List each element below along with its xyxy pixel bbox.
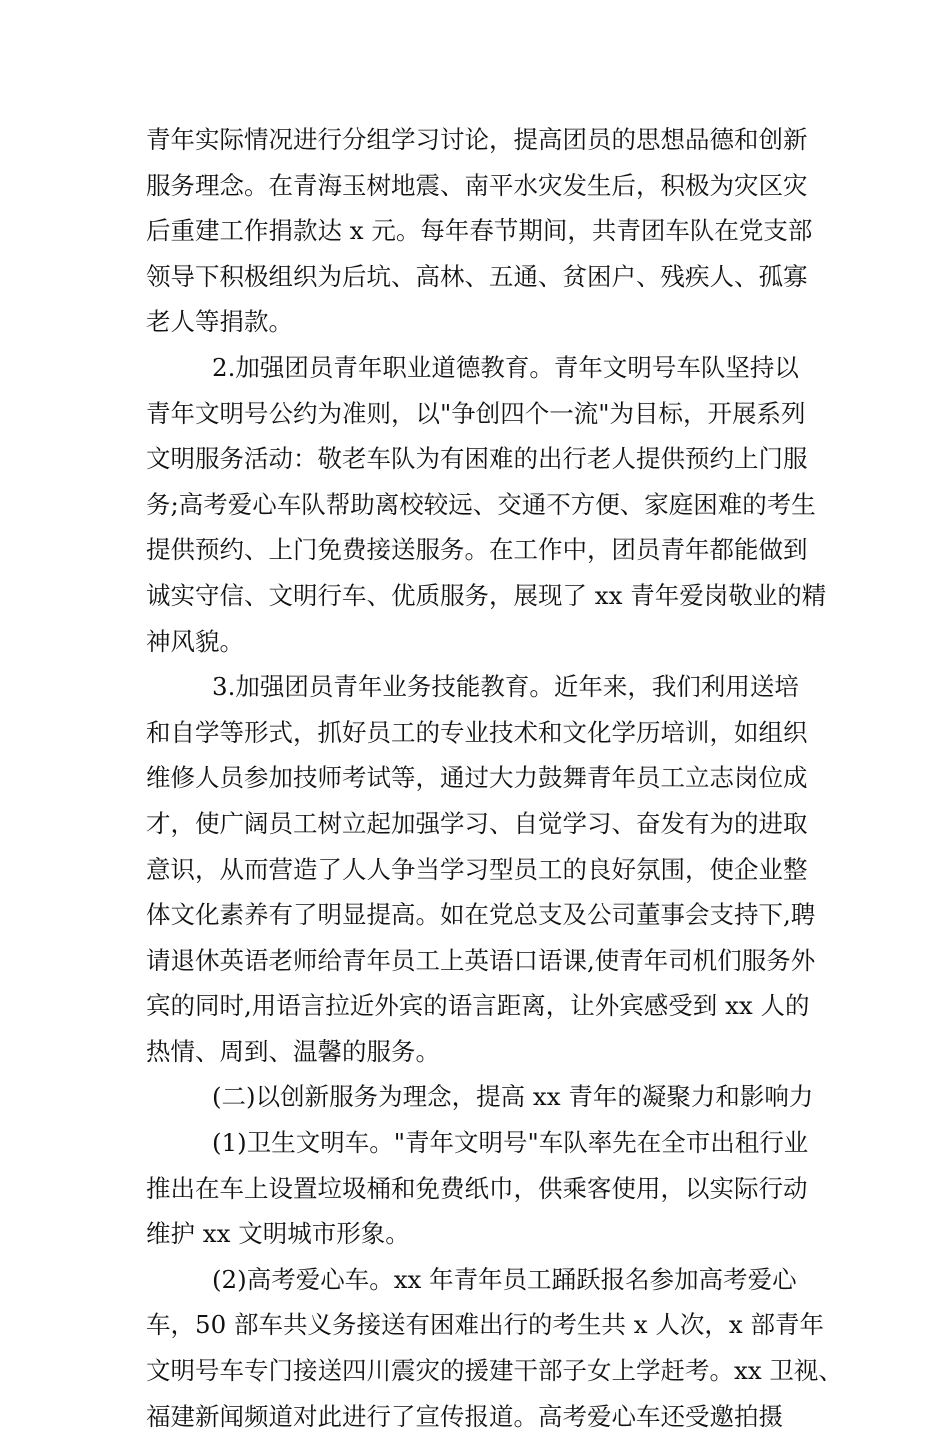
paragraph-3-skills-education — [146, 664, 816, 1074]
text-line: 3.加强团员青年业务技能教育。近年来，我们利用送培 — [212, 672, 799, 702]
text-line: 维护 xx 文明城市形象。 — [146, 1219, 410, 1249]
text-line: 车，50 部车共义务接送有困难出行的考生共 x 人次，x 部青年 — [146, 1310, 824, 1340]
text-line: 老人等捐款。 — [146, 307, 293, 337]
text-line: 领导下积极组织为后坑、高林、五通、贫困户、残疾人、孤寡 — [146, 261, 808, 291]
text-line: 意识，从而营造了人人争当学习型员工的良好氛围，使企业整 — [146, 854, 808, 884]
text-line: 福建新闻频道对此进行了宣传报道。高考爱心车还受邀拍摄 — [146, 1401, 783, 1431]
text-line: 体文化素养有了明显提高。如在党总支及公司董事会支持下,聘 — [146, 900, 816, 930]
text-line: 维修人员参加技师考试等，通过大力鼓舞青年员工立志岗位成 — [146, 763, 808, 793]
text-line: 2.加强团员青年职业道德教育。青年文明号车队坚持以 — [212, 352, 799, 382]
section-heading-innovation — [146, 1074, 814, 1120]
text-line: 热情、周到、温馨的服务。 — [146, 1036, 440, 1066]
text-line: 才，使广阔员工树立起加强学习、自觉学习、奋发有为的进取 — [146, 808, 808, 838]
paragraph-continued — [146, 117, 813, 345]
text-line: 后重建工作捐款达 x 元。每年春节期间，共青团车队在党支部 — [146, 216, 813, 246]
text-line: 神风貌。 — [146, 626, 244, 656]
paragraph-item-1-hygiene-car — [146, 1120, 809, 1257]
text-line: 青年文明号公约为准则，以"争创四个一流"为目标，开展系列 — [146, 398, 806, 428]
text-line: (2)高考爱心车。xx 年青年员工踊跃报名参加高考爱心 — [212, 1264, 797, 1294]
text-line: 文明服务活动：敬老车队为有困难的出行老人提供预约上门服 — [146, 444, 808, 474]
text-line: 宾的同时,用语言拉近外宾的语言距离，让外宾感受到 xx 人的 — [146, 991, 810, 1021]
text-line: 务;高考爱心车队帮助离校较远、交通不方便、家庭困难的考生 — [146, 489, 816, 519]
text-line: (1)卫生文明车。"青年文明号"车队率先在全市出租行业 — [212, 1128, 809, 1158]
paragraph-item-2-exam-car — [146, 1257, 843, 1439]
text-line: 青年实际情况进行分组学习讨论，提高团员的思想品德和创新 — [146, 125, 808, 154]
document-body — [146, 117, 843, 1439]
text-line: 服务理念。在青海玉树地震、南平水灾发生后，积极为灾区灾 — [146, 170, 808, 200]
paragraph-2-ethics-education — [146, 345, 827, 664]
section-heading-line: (二)以创新服务为理念，提高 xx 青年的凝聚力和影响力 — [212, 1082, 814, 1112]
text-line: 诚实守信、文明行车、优质服务，展现了 xx 青年爱岗敬业的精 — [146, 580, 827, 610]
text-line: 请退休英语老师给青年员工上英语口语课,使青年司机们服务外 — [146, 945, 816, 975]
text-line: 文明号车专门接送四川震灾的援建干部子女上学赶考。xx 卫视、 — [146, 1356, 843, 1386]
text-line: 和自学等形式，抓好员工的专业技术和文化学历培训，如组织 — [146, 717, 808, 747]
text-line: 推出在车上设置垃圾桶和免费纸巾，供乘客使用，以实际行动 — [146, 1173, 808, 1203]
text-line: 提供预约、上门免费接送服务。在工作中，团员青年都能做到 — [146, 535, 808, 565]
